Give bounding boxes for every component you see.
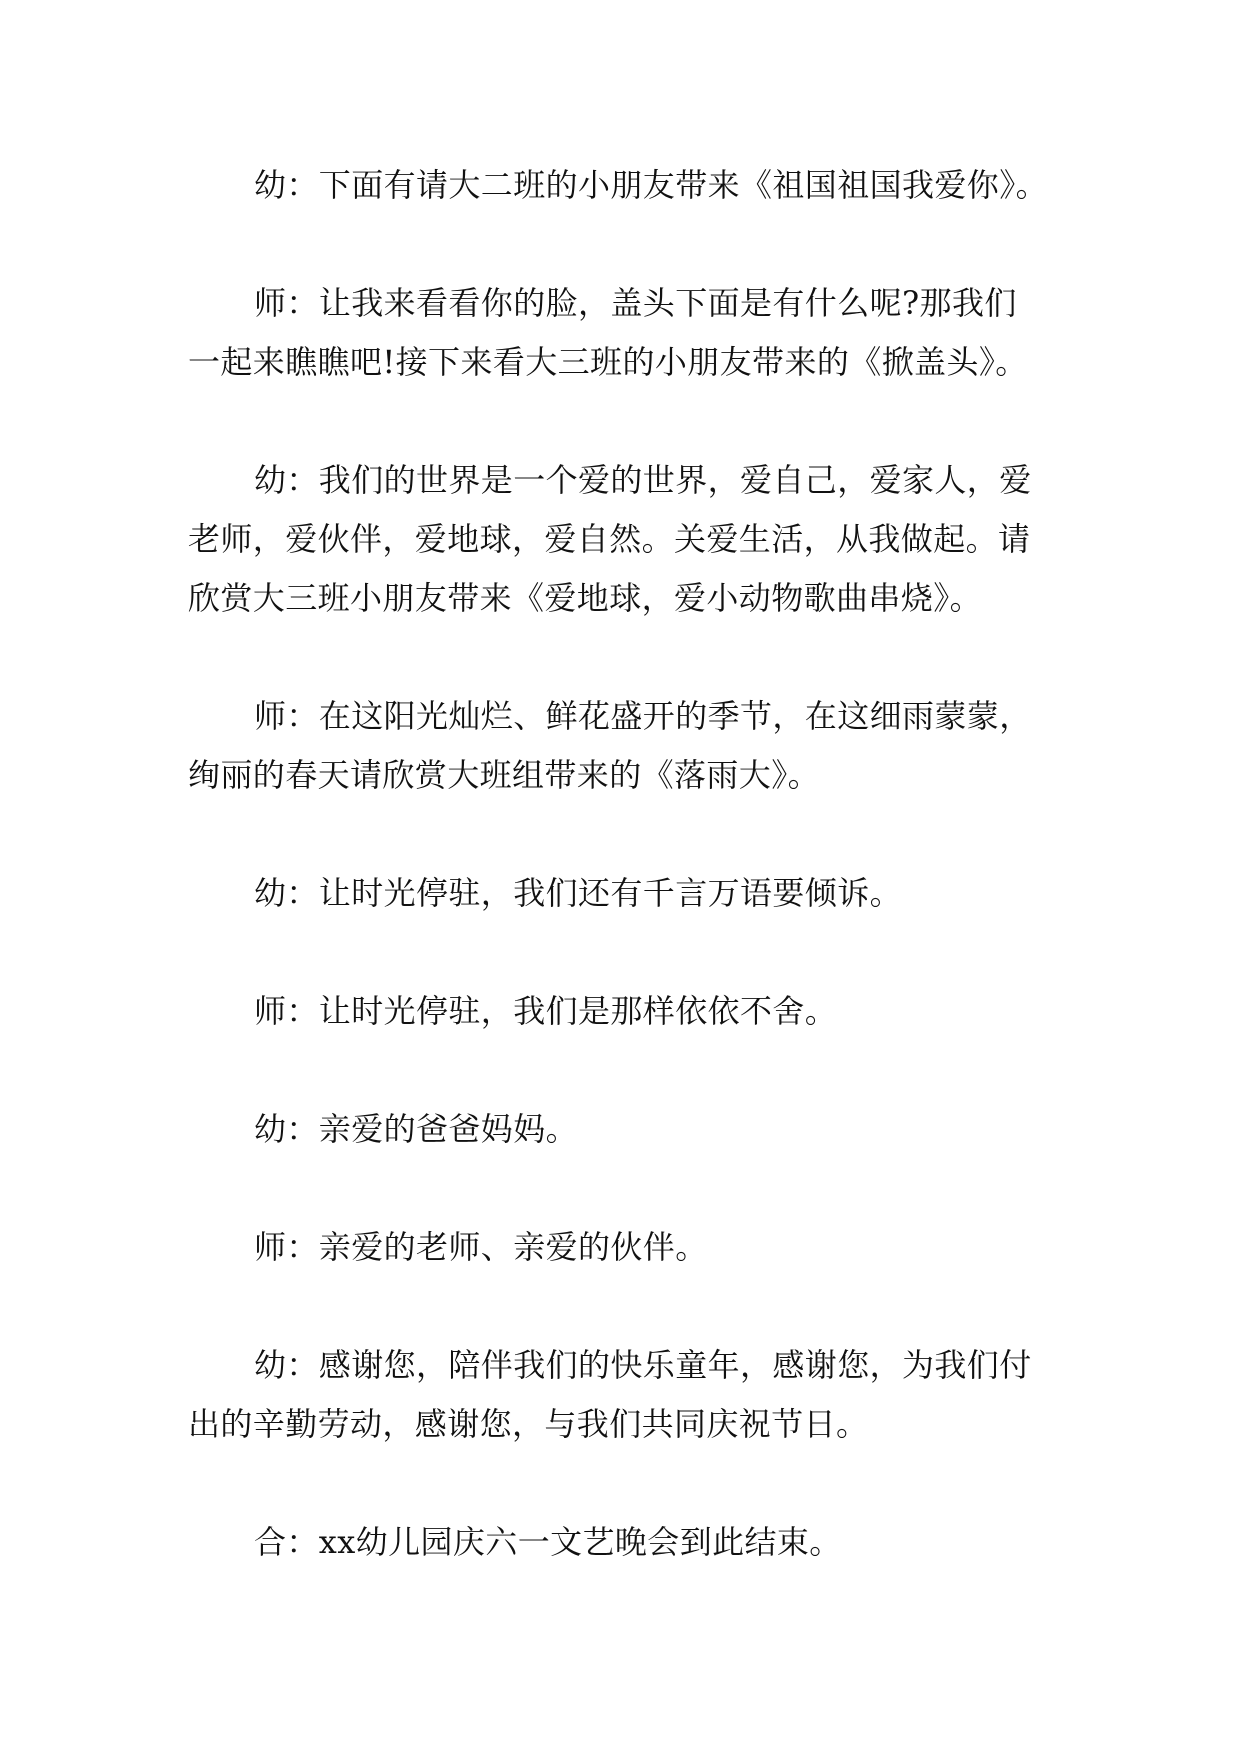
paragraph-line: 师：亲爱的老师、亲爱的伙伴。 [254,1228,708,1266]
paragraph-8 [188,1218,1054,1277]
paragraph-10 [188,1513,1054,1572]
paragraph-line: 幼：感谢您，陪伴我们的快乐童年，感谢您，为我们付 [254,1346,1032,1384]
paragraph-line: 欣赏大三班小朋友带来《爱地球，爱小动物歌曲串烧》。 [188,579,983,617]
paragraph-line: 合：xx幼儿园庆六一文艺晚会到此结束。 [254,1523,842,1561]
paragraph-line: 绚丽的春天请欣赏大班组带来的《落雨大》。 [188,756,821,794]
paragraph-line: 幼：我们的世界是一个爱的世界，爱自己，爱家人，爱 [254,461,1032,499]
paragraph-5 [188,864,1054,923]
paragraph-6 [188,982,1054,1041]
paragraph-line: 幼：亲爱的爸爸妈妈。 [254,1110,579,1148]
paragraph-line: 出的辛勤劳动，感谢您，与我们共同庆祝节日。 [188,1405,869,1443]
paragraph-3 [188,451,1054,628]
paragraph-line: 老师，爱伙伴，爱地球，爱自然。关爱生活，从我做起。请 [188,520,1031,558]
paragraph-line: 师：让我来看看你的脸，盖头下面是有什么呢?那我们 [254,284,1017,322]
document-body [188,156,1054,1572]
paragraph-2 [188,274,1054,392]
paragraph-line: 幼：让时光停驻，我们还有千言万语要倾诉。 [254,874,903,912]
paragraph-9 [188,1336,1054,1454]
paragraph-1 [188,156,1054,215]
paragraph-7 [188,1100,1054,1159]
paragraph-line: 幼：下面有请大二班的小朋友带来《祖国祖国我爱你》。 [254,166,1049,204]
paragraph-4 [188,687,1054,805]
paragraph-line: 师：让时光停驻，我们是那样依依不舍。 [254,992,838,1030]
paragraph-line: 师：在这阳光灿烂、鲜花盛开的季节，在这细雨蒙蒙， [254,697,1032,735]
paragraph-line: 一起来瞧瞧吧!接下来看大三班的小朋友带来的《掀盖头》。 [188,343,1028,381]
